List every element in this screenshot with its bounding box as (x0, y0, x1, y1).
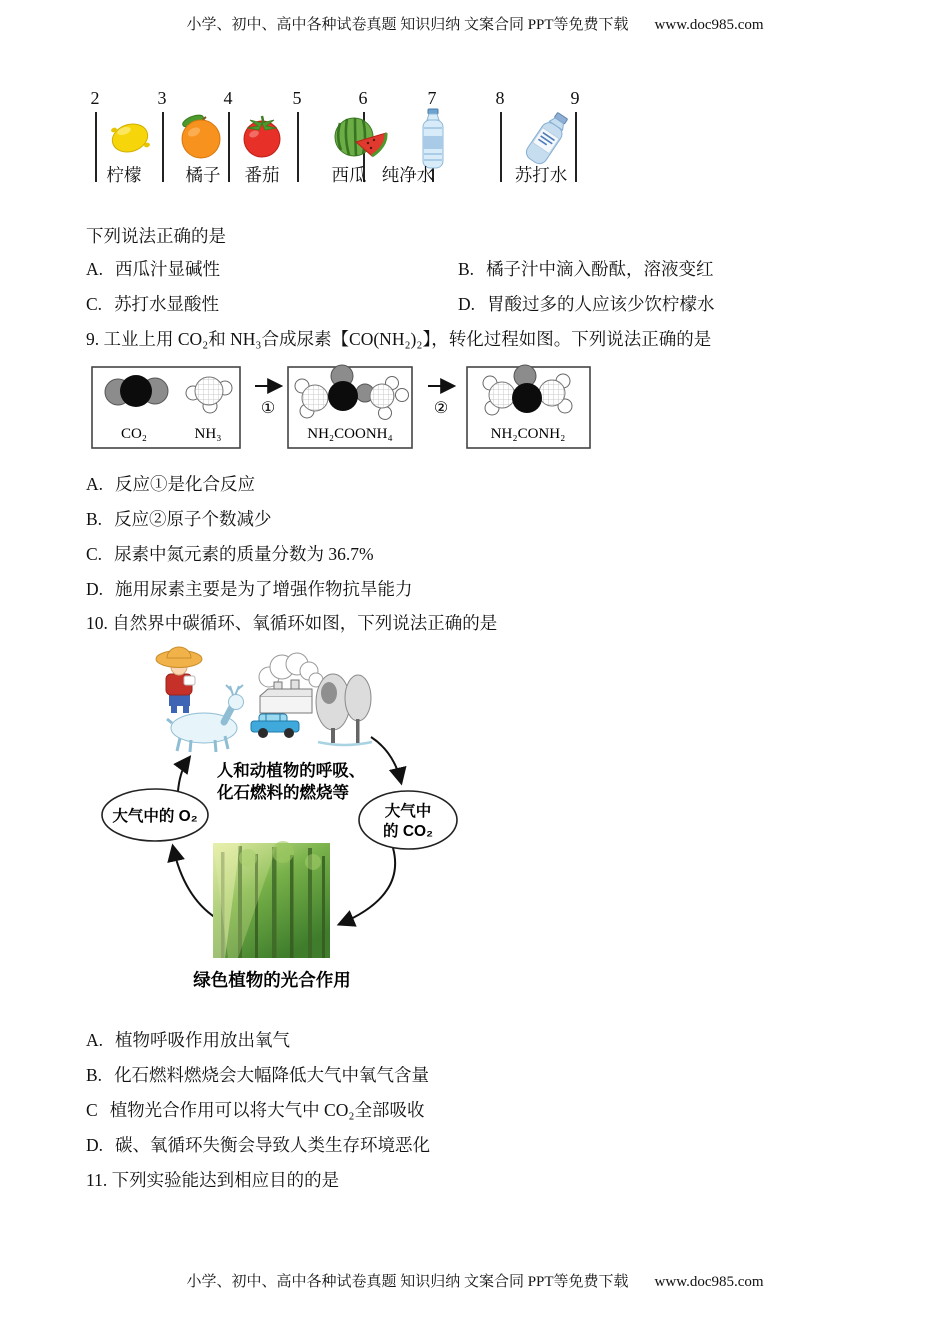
carbon-oxygen-cycle-diagram (88, 634, 500, 1000)
option-text: 施用尿素主要是为了增强作物抗旱能力 (115, 579, 413, 599)
footer-text: 小学、初中、高中各种试卷真题 知识归纳 文案合同 PPT等免费下载 (186, 1274, 629, 1290)
option-label: D. (458, 294, 476, 314)
co2-label: CO₂ (120, 426, 148, 442)
atom-h (396, 389, 409, 402)
option-text: 植物光合作用可以将大气中 CO₂全部吸收 (109, 1100, 425, 1120)
option-label: A. (86, 259, 104, 279)
co2-bubble-label-line1: 大气中 (384, 803, 432, 820)
option-label: C. (86, 544, 103, 564)
option-text: 植物呼吸作用放出氧气 (115, 1030, 291, 1050)
q9-option-b (86, 509, 272, 529)
q10-option-a (86, 1030, 290, 1050)
ph-tick-label: 6 (358, 88, 368, 108)
option-label: B. (86, 509, 103, 529)
ph-tick (228, 112, 230, 182)
product-label: NH₂CONH₂ (490, 426, 566, 442)
header-text: 小学、初中、高中各种试卷真题 知识归纳 文案合同 PPT等免费下载 (186, 17, 629, 33)
atom-c (120, 375, 152, 407)
ph-scale-figure (0, 88, 640, 190)
arrow-trees-to-co2 (371, 737, 401, 782)
step1-label: ① (260, 400, 276, 417)
atom-n (489, 382, 515, 408)
soda-bottle-icon (518, 110, 576, 168)
co2-bubble-label-line2: 的 CO₂ (383, 823, 433, 840)
arrow-co2-to-forest (340, 848, 395, 924)
factory-illustration (259, 653, 323, 713)
ph-tick (95, 112, 97, 182)
ph-tick-label: 5 (292, 88, 302, 108)
option-label: A. (86, 1030, 104, 1050)
option-label: B. (458, 259, 475, 279)
atom-n (370, 384, 394, 408)
nh3-label: NH₃ (194, 426, 222, 442)
q9-option-c (86, 544, 374, 564)
q8-option-c (86, 294, 219, 314)
ph-tick-label: 7 (427, 88, 437, 108)
q8-stem: 下列说法正确的是 (86, 226, 226, 246)
ph-item-label: 苏打水 (514, 165, 568, 185)
option-text: 碳、氧循环失衡会导致人类生存环境恶化 (115, 1135, 431, 1155)
option-label: B. (86, 1065, 103, 1085)
ph-item-label: 纯净水 (381, 165, 435, 185)
q10-option-c (86, 1100, 424, 1120)
q8-option-a (86, 259, 220, 279)
ph-tick-label: 4 (223, 88, 233, 108)
option-text: 化石燃料燃烧会大幅降低大气中氧气含量 (114, 1065, 430, 1085)
q8-option-d (458, 294, 715, 314)
watermelon-icon (330, 114, 388, 166)
q10-stem: 10. 自然界中碳循环、氧循环如图，下列说法正确的是 (86, 613, 498, 633)
q9-option-d (86, 579, 413, 599)
option-label: A. (86, 474, 104, 494)
q11-stem: 11. 下列实验能达到相应目的的是 (86, 1170, 340, 1190)
option-text: 反应①是化合反应 (115, 474, 256, 494)
forest-photo (213, 841, 330, 958)
photosynthesis-caption: 绿色植物的光合作用 (193, 970, 351, 990)
atom-h (379, 407, 392, 420)
atom-n (302, 385, 328, 411)
option-label: C (86, 1100, 98, 1120)
car-illustration (251, 714, 299, 738)
ph-tick-label: 2 (90, 88, 100, 108)
ph-item-label: 橘子 (185, 165, 221, 185)
q8-option-b (458, 259, 714, 279)
page-header (0, 13, 950, 34)
orange-icon (176, 112, 226, 160)
atom-n (195, 377, 223, 405)
q10-option-d (86, 1135, 430, 1155)
ph-tick-label: 8 (495, 88, 505, 108)
atom-c (328, 381, 358, 411)
ph-tick-label: 3 (157, 88, 167, 108)
trees-illustration (316, 674, 372, 745)
option-text: 西瓜汁显碱性 (115, 259, 221, 279)
atom-n (539, 380, 565, 406)
option-label: D. (86, 579, 104, 599)
ph-item-label: 西瓜 (331, 165, 367, 185)
lemon-icon (108, 116, 152, 158)
o2-bubble-label: 大气中的 O₂ (112, 808, 198, 825)
ph-item-label: 番茄 (244, 165, 280, 185)
ph-tick (500, 112, 502, 182)
arrow-forest-to-o2 (173, 847, 216, 918)
q9-option-a (86, 474, 255, 494)
q9-stem: 9. 工业上用 CO₂和 NH₃合成尿素【CO(NH₂)₂】，转化过程如图。下列说法正确的是 (86, 329, 712, 349)
option-text: 反应②原子个数减少 (114, 509, 272, 529)
page-footer (0, 1270, 950, 1291)
option-text: 尿素中氮元素的质量分数为 36.7% (114, 544, 374, 564)
ph-item-label: 柠檬 (106, 165, 142, 185)
ph-tick (297, 112, 299, 182)
farmer-illustration (156, 647, 202, 713)
option-label: D. (86, 1135, 104, 1155)
cycle-caption-line2: 化石燃料的燃烧等 (217, 784, 349, 802)
atom-c (512, 383, 542, 413)
option-text: 胃酸过多的人应该少饮柠檬水 (487, 294, 715, 314)
co2-bubble (359, 791, 457, 849)
q10-option-b (86, 1065, 429, 1085)
tomato-icon (238, 112, 286, 158)
intermediate-label: NH₂COONH₄ (307, 426, 393, 442)
footer-url: www.doc985.com (654, 1274, 764, 1290)
ph-tick-label: 9 (570, 88, 580, 108)
option-text: 苏打水显酸性 (114, 294, 220, 314)
step2-label: ② (433, 400, 449, 417)
header-url: www.doc985.com (654, 17, 764, 33)
arrow-o2-to-living (178, 758, 189, 791)
option-label: C. (86, 294, 103, 314)
urea-synthesis-diagram (88, 364, 598, 452)
cycle-caption-line1: 人和动植物的呼吸、 (216, 762, 366, 780)
option-text: 橘子汁中滴入酚酞，溶液变红 (486, 259, 714, 279)
ph-tick (162, 112, 164, 182)
